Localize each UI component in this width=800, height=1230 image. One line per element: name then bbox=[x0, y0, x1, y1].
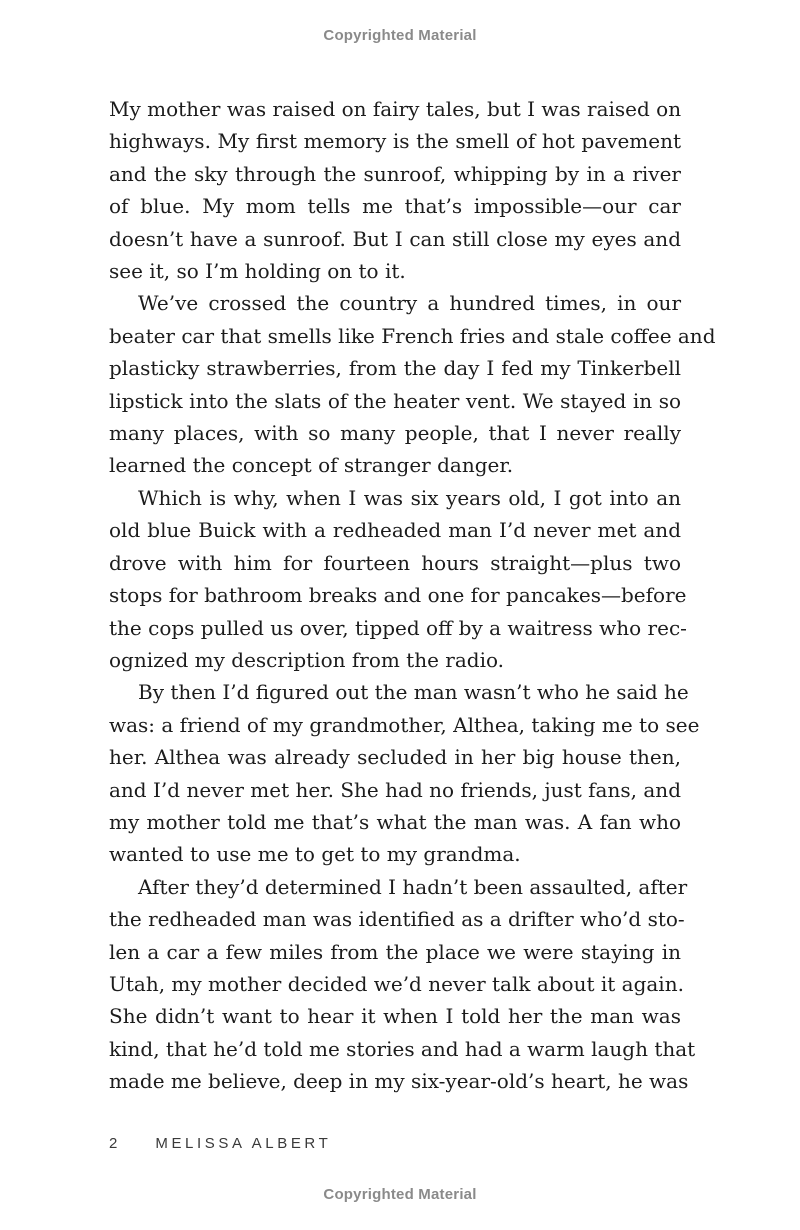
text-line: and the sky through the sunroof, whipping by in a river bbox=[109, 161, 681, 186]
text-line: see it, so I’m holding on to it. bbox=[109, 259, 406, 284]
text-line: made me believe, deep in my six-year-old’s heart, he was bbox=[109, 1069, 689, 1094]
text-line: wanted to use me to get to my grandma. bbox=[109, 842, 521, 867]
text-line: of blue. My mom tells me that’s impossible—our car bbox=[109, 194, 681, 219]
text-line: kind, that he’d told me stories and had a warm laugh that bbox=[109, 1036, 696, 1061]
page-body-text bbox=[109, 93, 716, 1098]
text-line: After they’d determined I hadn’t been assaulted, after bbox=[138, 874, 688, 899]
text-line: Which is why, when I was six years old, I got into an bbox=[138, 485, 681, 510]
text-line: lipstick into the slats of the heater vent. We stayed in so bbox=[109, 388, 681, 413]
text-line: the cops pulled us over, tipped off by a waitress who rec- bbox=[109, 615, 687, 640]
text-line: highways. My first memory is the smell of hot pavement bbox=[109, 129, 681, 154]
paragraph-5 bbox=[109, 871, 696, 1098]
copyright-watermark-bottom: Copyrighted Material bbox=[323, 1186, 477, 1203]
text-line: Utah, my mother decided we’d never talk about it again. bbox=[109, 971, 684, 996]
text-line: doesn’t have a sunroof. But I can still close my eyes and bbox=[109, 226, 681, 251]
text-line: plasticky strawberries, from the day I fed my Tinkerbell bbox=[109, 356, 681, 381]
text-line: old blue Buick with a redheaded man I’d never met and bbox=[109, 518, 681, 543]
text-line: my mother told me that’s what the man was. A fan who bbox=[109, 809, 681, 834]
text-line: her. Althea was already secluded in her big house then, bbox=[109, 745, 681, 770]
text-line: learned the concept of stranger danger. bbox=[109, 453, 514, 478]
text-line: len a car a few miles from the place we were staying in bbox=[109, 939, 681, 964]
page-number: 2 bbox=[109, 1135, 118, 1152]
running-head-author: MELISSA ALBERT bbox=[155, 1135, 332, 1152]
paragraph-4 bbox=[109, 676, 700, 870]
paragraph-1 bbox=[109, 93, 681, 287]
text-line: drove with him for fourteen hours straight—plus two bbox=[109, 550, 681, 575]
paragraph-3 bbox=[109, 482, 687, 676]
text-line: ognized my description from the radio. bbox=[109, 647, 505, 672]
paragraph-2 bbox=[109, 287, 716, 481]
text-line: We’ve crossed the country a hundred times, in our bbox=[138, 291, 681, 316]
text-line: She didn’t want to hear it when I told her the man was bbox=[109, 1004, 681, 1029]
page-footer bbox=[109, 1135, 331, 1152]
copyright-watermark-top: Copyrighted Material bbox=[323, 27, 477, 44]
text-line: the redheaded man was identified as a drifter who’d sto- bbox=[109, 907, 685, 932]
text-line: stops for bathroom breaks and one for pancakes—before bbox=[109, 583, 687, 608]
text-line: My mother was raised on fairy tales, but I was raised on bbox=[109, 97, 682, 121]
text-line: By then I’d figured out the man wasn’t who he said he bbox=[138, 680, 689, 705]
text-line: and I’d never met her. She had no friends, just fans, and bbox=[109, 777, 681, 802]
text-line: beater car that smells like French fries and stale coffee and bbox=[109, 323, 716, 348]
text-line: many places, with so many people, that I never really bbox=[109, 421, 681, 446]
text-line: was: a friend of my grandmother, Althea, taking me to see bbox=[109, 712, 700, 737]
